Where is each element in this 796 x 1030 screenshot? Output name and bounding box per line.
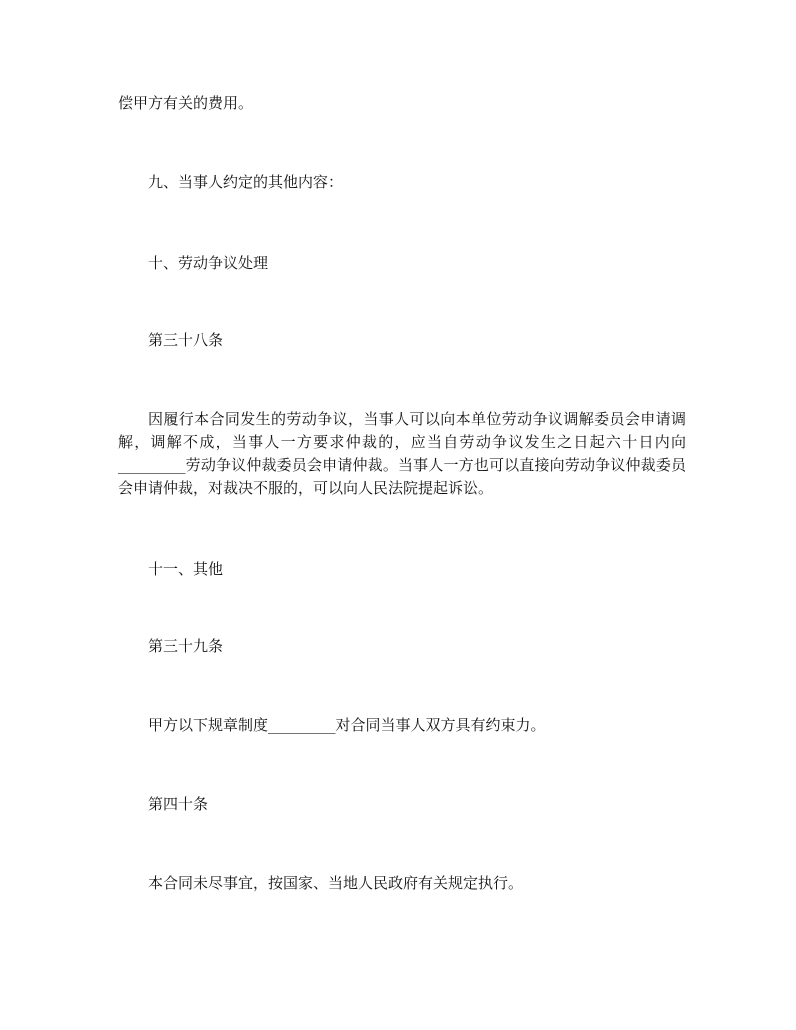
article-40-title: 第四十条 [148, 795, 209, 813]
paragraph-fee-compensation: 偿甲方有关的费用。 [118, 94, 254, 112]
article-39-body: 甲方以下规章制度_________对合同当事人双方具有约束力。 [148, 716, 546, 734]
article-40-body: 本合同未尽事宜，按国家、当地人民政府有关规定执行。 [148, 874, 524, 892]
heading-section-11: 十一、其他 [148, 560, 224, 578]
article-38-body: 因履行本合同发生的劳动争议，当事人可以向本单位劳动争议调解委员会申请调解，调解不成，当事人一方要求仲裁的，应当自劳动争议发生之日起六十日内向_________劳动争议仲裁委员会申请仲裁。当事人一方也可以直接向劳动争议仲裁委员会申请仲裁，对裁决不服的，可以向人民法院提起诉讼。 [118, 410, 686, 497]
article-38-title: 第三十八条 [148, 331, 224, 349]
article-39-title: 第三十九条 [148, 637, 224, 655]
heading-section-9: 九、当事人约定的其他内容： [148, 173, 344, 191]
heading-section-10: 十、劳动争议处理 [148, 254, 269, 272]
